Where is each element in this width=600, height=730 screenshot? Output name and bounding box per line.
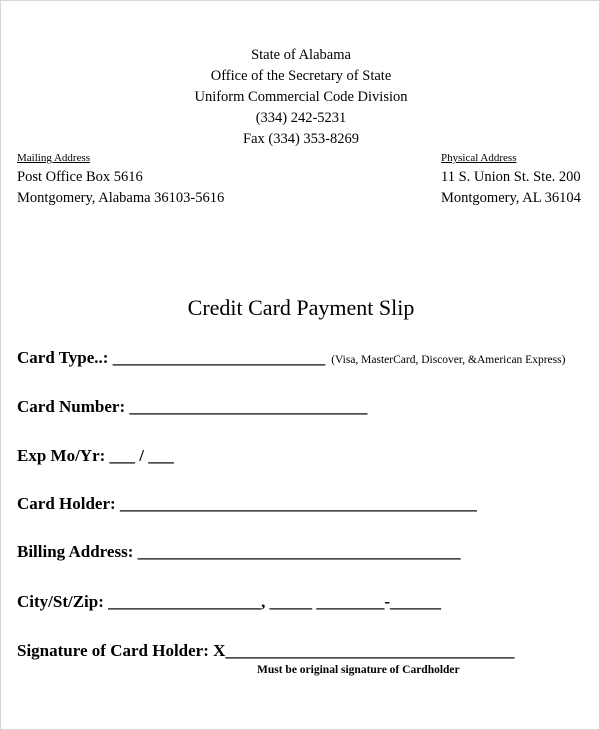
mailing-line-1: Post Office Box 5616 (17, 169, 143, 185)
form-title: Credit Card Payment Slip (187, 295, 415, 320)
billing-address-field[interactable]: Billing Address: ______________________________________ (17, 542, 461, 561)
physical-caption: Physical Address (441, 152, 517, 164)
card-number-field[interactable]: Card Number: ____________________________ (17, 397, 368, 416)
physical-address (441, 151, 581, 209)
card-type-field[interactable] (17, 348, 565, 368)
card-type-label: Card Type..: _________________________ (17, 348, 326, 367)
header-fax: Fax (334) 353-8269 (243, 131, 359, 147)
header-state: State of Alabama (251, 47, 351, 63)
header-division: Uniform Commercial Code Division (194, 89, 408, 105)
physical-line-2: Montgomery, AL 36104 (441, 190, 581, 206)
physical-line-1: 11 S. Union St. Ste. 200 (441, 169, 581, 185)
city-state-zip-field[interactable]: City/St/Zip: __________________, _____ ________-______ (17, 592, 442, 611)
exp-date-field[interactable]: Exp Mo/Yr: ___ / ___ (17, 446, 174, 465)
header-phone: (334) 242-5231 (255, 110, 347, 126)
card-type-note: (Visa, MasterCard, Discover, &American Express) (331, 354, 566, 366)
header-block (1, 45, 600, 150)
card-holder-field[interactable]: Card Holder: __________________________________________ (17, 494, 477, 513)
mailing-caption: Mailing Address (17, 152, 91, 164)
mailing-address (17, 151, 224, 209)
mailing-line-2: Montgomery, Alabama 36103-5616 (17, 190, 225, 206)
signature-field[interactable]: Signature of Card Holder: X__________________________________ (17, 641, 515, 660)
signature-note: Must be original signature of Cardholder (257, 664, 460, 676)
header-office: Office of the Secretary of State (210, 68, 392, 84)
